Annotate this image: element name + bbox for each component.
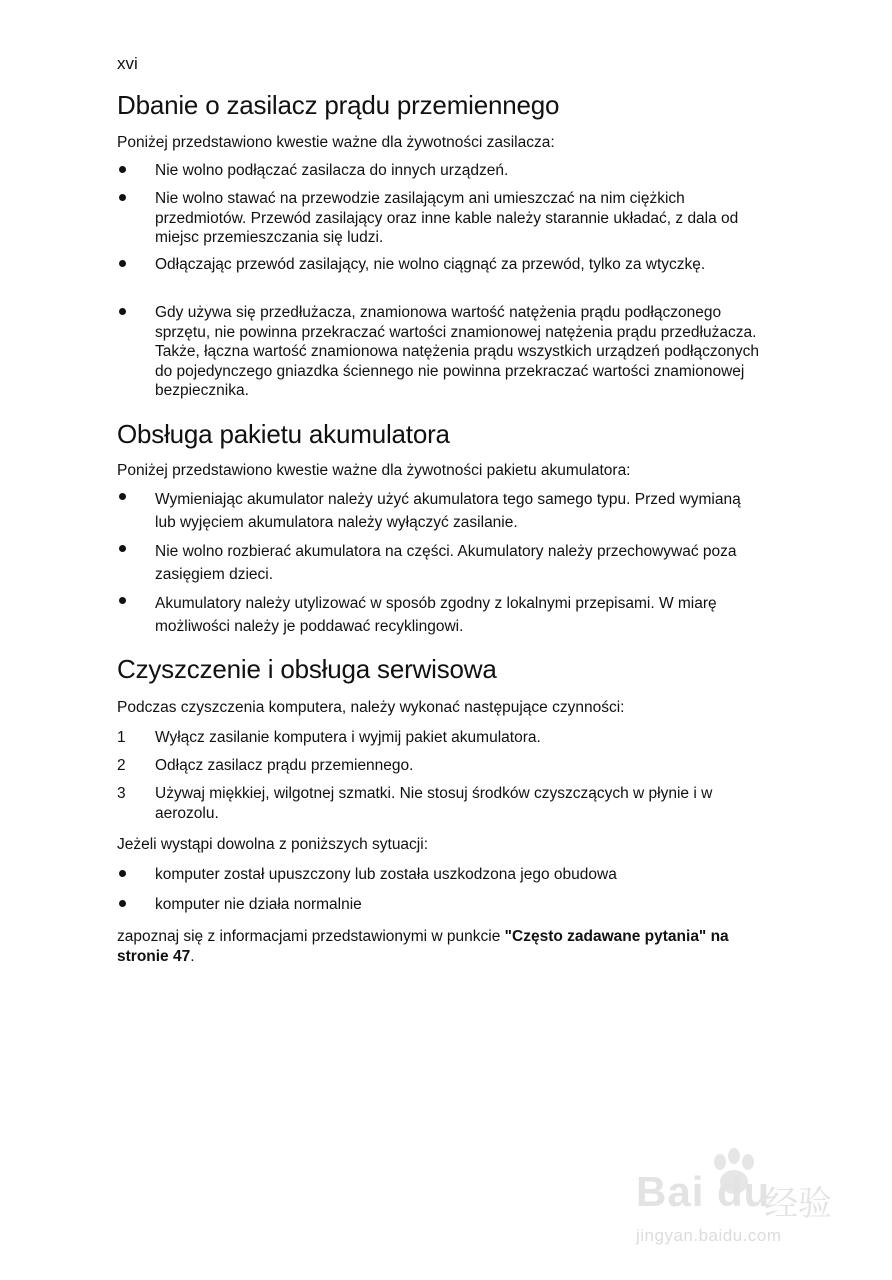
bullet-icon [117,865,137,885]
list-item-text: Nie wolno rozbierać akumulatora na części. Akumulatory należy przechowywać poza zasięgiem dzieci. [155,543,737,583]
list-item-text: Wymieniając akumulator należy użyć akumulatora tego samego typu. Przed wymianą lub wyjęciem akumulatora należy wyłączyć zasilanie. [155,491,741,531]
list-item-text: Nie wolno stawać na przewodzie zasilającym ani umieszczać na nim ciężkich przedmiotów. Przewód zasilający oraz inne kable należy starannie układać, z dala od miejsc przemieszczania się ludzi. [155,190,739,246]
section-intro: Poniżej przedstawiono kwestie ważne dla żywotności zasilacza: [117,134,555,151]
bullet-icon [117,255,137,275]
closing-paragraph [117,927,757,966]
list-item-text: komputer został upuszczony lub została uszkodzona jego obudowa [155,866,617,883]
step-text: Używaj miękkiej, wilgotnej szmatki. Nie stosuj środków czyszczących w płynie i w aerozolu. [155,785,713,822]
page-number: xvi [117,54,138,73]
step-text: Odłącz zasilacz prądu przemiennego. [155,757,414,774]
list-item-text: Gdy używa się przedłużacza, znamionowa wartość natężenia prądu podłączonego sprzętu, nie powinna przekraczać wartości znamionowej natężenia prądu przedłużacza. Także, łączna wartość znamionowa natężenia prądu wszystkich urządzeń podłączonych do pojedynczego gniazdka ściennego nie powinna przekraczać wartości znamionowej bezpiecznika. [155,304,759,399]
step-number: 3 [117,785,126,802]
step-number: 1 [117,729,126,746]
section-intro: Poniżej przedstawiono kwestie ważne dla żywotności pakietu akumulatora: [117,462,631,479]
section-title-battery: Obsługa pakietu akumulatora [117,419,450,449]
baidu-watermark [636,1148,856,1258]
situations-intro: Jeżeli wystąpi dowolna z poniższych sytuacji: [117,836,428,853]
section-title-ac-adapter: Dbanie o zasilacz prądu przemiennego [117,90,560,120]
faq-cross-reference[interactable]: "Często zadawane pytania" na stronie 47 [117,928,729,965]
bullet-icon [117,592,137,612]
section-intro: Podczas czyszczenia komputera, należy wykonać następujące czynności: [117,699,625,716]
list-item-text: Odłączając przewód zasilający, nie wolno ciągnąć za przewód, tylko za wtyczkę. [155,256,706,273]
watermark-url: jingyan.baidu.com [636,1226,782,1245]
list-item-text: Akumulatory należy utylizować w sposób zgodny z lokalnymi przepisami. W miarę możliwości należy je poddawać recyklingowi. [155,595,717,635]
bullet-icon [117,303,137,323]
list-item-text: Nie wolno podłączać zasilacza do innych urządzeń. [155,162,509,179]
watermark-logo: Bai du [636,1168,771,1215]
bullet-icon [117,540,137,560]
closing-prefix: zapoznaj się z informacjami przedstawionymi w punkcie [117,928,505,945]
bullet-icon [117,488,137,508]
watermark-cn: 经验 [764,1184,832,1224]
list-item-text: komputer nie działa normalnie [155,896,362,913]
closing-suffix: . [190,947,195,965]
bullet-icon [117,161,137,181]
step-text: Wyłącz zasilanie komputera i wyjmij pakiet akumulatora. [155,729,541,746]
section-title-cleaning: Czyszczenie i obsługa serwisowa [117,654,497,684]
step-number: 2 [117,757,126,774]
bullet-icon [117,895,137,915]
bullet-icon [117,189,137,209]
